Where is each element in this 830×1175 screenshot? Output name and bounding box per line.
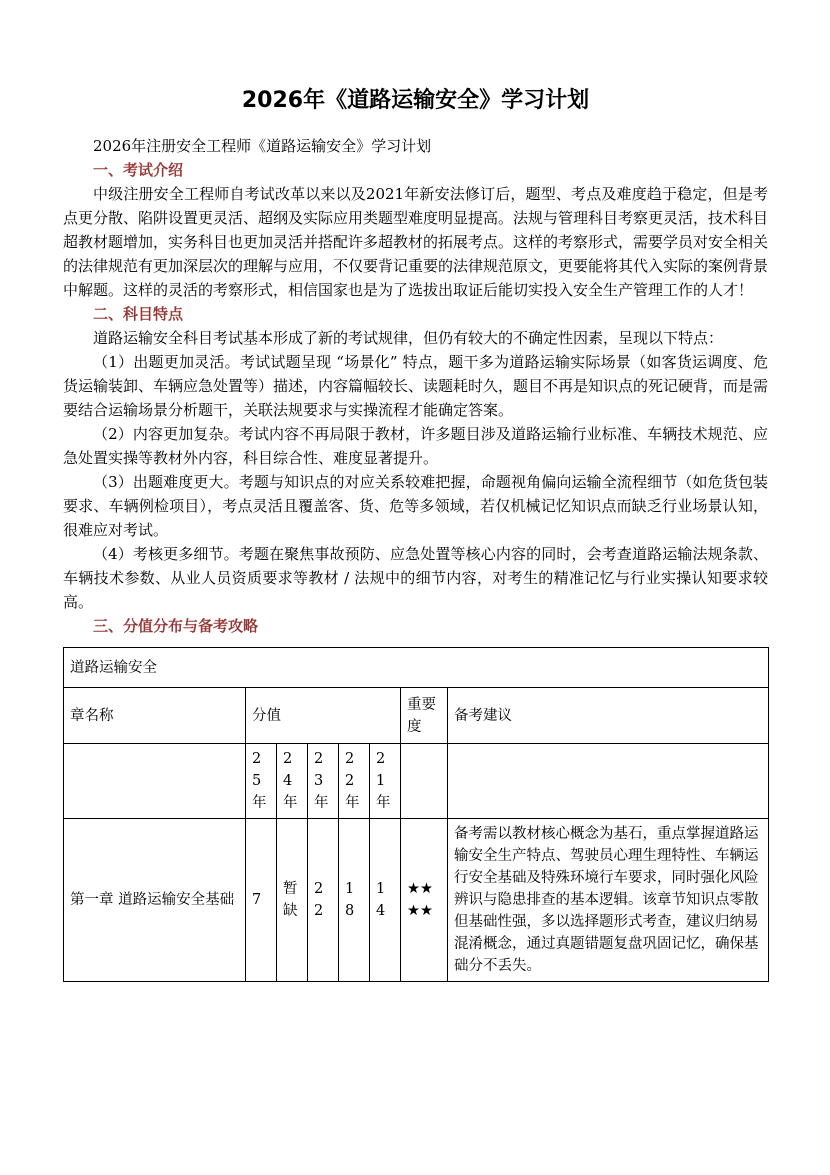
year-header-cell: 21年 — [370, 744, 401, 819]
table-row — [64, 819, 769, 982]
paragraph: 中级注册安全工程师自考试改革以来以及2021年新安法修订后，题型、考点及难度趋于稳定，但是考点更分散、陷阱设置更灵活、超纲及实际应用类题型难度明显提高。法规与管理科目考察更灵活，技术科目超教材题增加，实务科目也更加灵活并搭配许多超教材的拓展考点。这样的考察形式，需要学员对安全相关的法律规范有更加深层次的理解与应用，不仅要背记重要的法律规范原文，更要能将其代入实际的案例背景中解题。这样的灵活的考察形式，相信国家也是为了选拔出取证后能切实投入安全生产管理工作的人才！ — [63, 185, 769, 299]
paragraph: （2）内容更加复杂。考试内容不再局限于教材，许多题目涉及道路运输行业标准、车辆技术规范、应急处置实操等教材外内容，科目综合性、难度显著提升。 — [63, 425, 768, 467]
page-title: 2026年《道路运输安全》学习计划 — [241, 88, 590, 113]
section-heading-score-distribution: 三、分值分布与备考攻略 — [93, 617, 259, 635]
table-subject-row — [64, 648, 769, 688]
year-header-cell: 23年 — [308, 744, 339, 819]
paragraph: （1）出题更加灵活。考试试题呈现 “场景化” 特点，题干多为道路运输实际场景（如客货运调度、危货运输装卸、车辆应急处置等）描述，内容篇幅较长、读题耗时久，题目不再是知识点的死记硬背，而是需要结合运输场景分析题干，关联法规要求与实操流程才能确定答案。 — [63, 353, 769, 419]
year-header-cell: 25年 — [246, 744, 277, 819]
table-years-row — [64, 744, 769, 819]
paragraph: （4）考核更多细节。考题在聚焦事故预防、应急处置等核心内容的同时，会考查道路运输法规条款、车辆技术参数、从业人员资质要求等教材 / 法规中的细节内容，对考生的精准记忆与行业实操认知要求较高。 — [63, 545, 768, 611]
year-header-cell: 24年 — [277, 744, 308, 819]
score-cell: 22 — [308, 819, 339, 982]
score-cell: 14 — [370, 819, 401, 982]
paragraph: （3）出题难度更大。考题与知识点的对应关系较难把握，命题视角偏向运输全流程细节（如危货包装要求、车辆例检项目），考点灵活且覆盖客、货、危等多领域，若仅机械记忆知识点而缺乏行业场景认知，很难应对考试。 — [63, 473, 768, 539]
document-subtitle: 2026年注册安全工程师《道路运输安全》学习计划 — [93, 137, 432, 155]
paragraph: 道路运输安全科目考试基本形成了新的考试规律，但仍有较大的不确定性因素，呈现以下特点： — [93, 329, 724, 347]
advice-header-cell: 备考建议 — [448, 688, 769, 744]
score-header-cell: 分值 — [246, 688, 401, 744]
score-cell: 18 — [339, 819, 370, 982]
empty-cell — [64, 744, 246, 819]
empty-cell — [448, 744, 769, 819]
year-header-cell: 22年 — [339, 744, 370, 819]
score-cell: 暂缺 — [277, 819, 308, 982]
empty-cell — [401, 744, 448, 819]
score-distribution-table — [63, 647, 769, 982]
section-heading-subject-features: 二、科目特点 — [93, 305, 184, 323]
importance-stars-cell: ★★★★ — [401, 819, 448, 982]
table-subject-cell: 道路运输安全 — [64, 648, 769, 688]
table-header-row — [64, 688, 769, 744]
chapter-header-cell: 章名称 — [64, 688, 246, 744]
advice-cell: 备考需以教材核心概念为基石，重点掌握道路运输安全生产特点、驾驶员心理生理特性、车辆运行安全基础及特殊环境行车要求，同时强化风险辨识与隐患排查的基本逻辑。该章节知识点零散但基础性强，多以选择题形式考查，建议归纳易混淆概念，通过真题错题复盘巩固记忆，确保基础分不丢失。 — [448, 819, 769, 982]
importance-header-cell: 重要度 — [401, 688, 448, 744]
section-heading-exam-intro: 一、考试介绍 — [93, 161, 184, 179]
chapter-name-cell: 第一章 道路运输安全基础 — [64, 819, 246, 982]
score-cell: 7 — [246, 819, 277, 982]
